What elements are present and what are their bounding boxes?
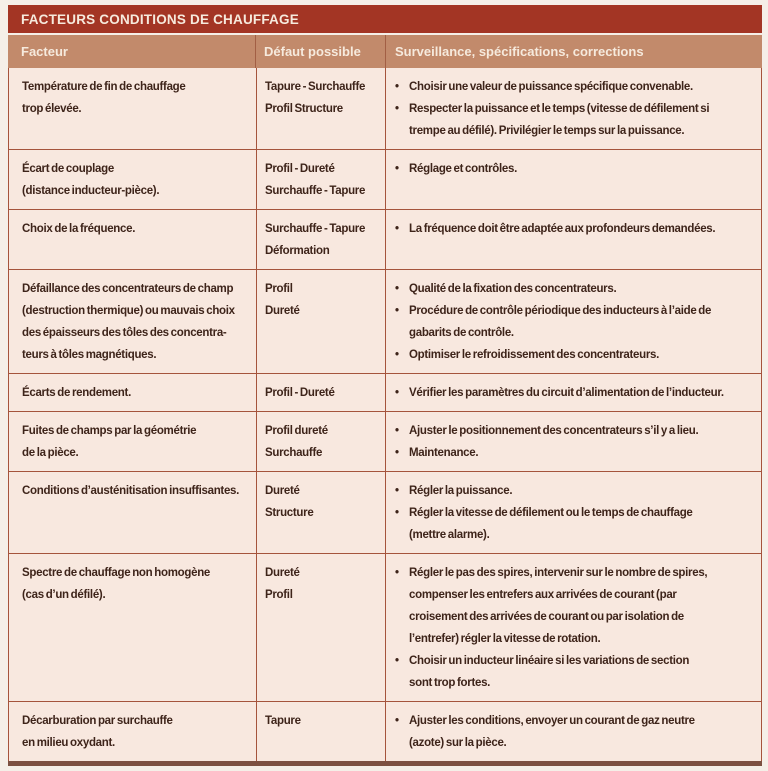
correction-line: Ajuster les conditions, envoyer un courant de gaz neutre — [409, 715, 695, 727]
bullet-icon: • — [395, 485, 399, 497]
cell-surveillance — [386, 210, 761, 269]
cell-defaut-possible — [256, 374, 386, 411]
facteur-line: en milieu oxydant. — [22, 737, 115, 749]
bullet-icon: • — [395, 103, 399, 115]
correction-item — [395, 218, 753, 240]
correction-item — [395, 382, 753, 404]
correction-line: compenser les entrefers aux arrivées de courant (par — [409, 589, 677, 601]
correction-item — [395, 76, 753, 98]
facteur-line: Fuites de champs par la géométrie — [22, 425, 197, 437]
correction-line: (azote) sur la pièce. — [409, 737, 507, 749]
column-header-surveillance: Surveillance, spécifications, corrections — [385, 35, 762, 68]
cell-defaut-possible — [256, 412, 386, 471]
correction-line: Régler la vitesse de défilement ou le temps de chauffage — [409, 507, 693, 519]
correction-line: Maintenance. — [409, 447, 479, 459]
correction-item — [395, 442, 753, 464]
bullet-icon: • — [395, 655, 399, 667]
correction-text — [409, 98, 753, 142]
correction-text — [409, 382, 753, 404]
facteur-line: Choix de la fréquence. — [22, 223, 136, 235]
bullet-icon: • — [395, 387, 399, 399]
correction-text — [409, 420, 753, 442]
facteur-line: teurs à tôles magnétiques. — [22, 349, 157, 361]
defaut-line: Tapure — [265, 715, 301, 727]
table-row — [9, 150, 761, 210]
bullet-icon: • — [395, 447, 399, 459]
cell-surveillance — [386, 374, 761, 411]
table-row — [9, 374, 761, 412]
defaut-line: Dureté — [265, 567, 300, 579]
correction-line: sont trop fortes. — [409, 677, 491, 689]
cell-defaut-possible — [256, 702, 386, 761]
facteur-line: Défaillance des concentrateurs de champ — [22, 283, 234, 295]
table-header-row — [8, 35, 762, 68]
table-row — [9, 412, 761, 472]
cell-surveillance — [386, 702, 761, 761]
table-row — [9, 68, 761, 150]
correction-line: (mettre alarme). — [409, 529, 490, 541]
defaut-line: Profil — [265, 589, 293, 601]
correction-item — [395, 502, 753, 546]
defaut-line: Profil - Dureté — [265, 387, 335, 399]
correction-line: Régler le pas des spires, intervenir sur le nombre de spires, — [409, 567, 708, 579]
correction-line: Vérifier les paramètres du circuit d’alimentation de l’inducteur. — [409, 387, 724, 399]
correction-line: La fréquence doit être adaptée aux profondeurs demandées. — [409, 223, 716, 235]
facteur-line: trop élevée. — [22, 103, 82, 115]
defaut-line: Profil Structure — [265, 103, 343, 115]
facteur-line: Spectre de chauffage non homogène — [22, 567, 211, 579]
facteur-line: Température de fin de chauffage — [22, 81, 186, 93]
correction-item — [395, 480, 753, 502]
facteurs-chauffage-table — [8, 5, 762, 766]
correction-item — [395, 300, 753, 344]
bullet-icon: • — [395, 567, 399, 579]
correction-text — [409, 710, 753, 754]
cell-facteur — [9, 412, 256, 471]
defaut-line: Tapure - Surchauffe — [265, 81, 366, 93]
cell-facteur — [9, 702, 256, 761]
correction-text — [409, 442, 753, 464]
defaut-line: Profil - Dureté — [265, 163, 335, 175]
bullet-icon: • — [395, 283, 399, 295]
defaut-line: Structure — [265, 507, 314, 519]
correction-line: trempe au défilé). Privilégier le temps sur la puissance. — [409, 125, 685, 137]
table-row — [9, 472, 761, 554]
cell-defaut-possible — [256, 472, 386, 553]
correction-text — [409, 158, 753, 180]
correction-line: Choisir une valeur de puissance spécifique convenable. — [409, 81, 693, 93]
correction-item — [395, 420, 753, 442]
defaut-line: Surchauffe - Tapure — [265, 223, 366, 235]
facteur-line: de la pièce. — [22, 447, 79, 459]
defaut-line: Déformation — [265, 245, 330, 257]
cell-surveillance — [386, 554, 761, 701]
correction-line: Ajuster le positionnement des concentrateurs s’il y a lieu. — [409, 425, 699, 437]
correction-text — [409, 480, 753, 502]
facteur-line: (distance inducteur-pièce). — [22, 185, 160, 197]
correction-text — [409, 650, 753, 694]
bullet-icon: • — [395, 81, 399, 93]
facteur-line: Écart de couplage — [22, 163, 114, 175]
correction-line: Choisir un inducteur linéaire si les variations de section — [409, 655, 690, 667]
bullet-icon: • — [395, 507, 399, 519]
table-row — [9, 210, 761, 270]
correction-text — [409, 344, 753, 366]
defaut-line: Surchauffe — [265, 447, 323, 459]
defaut-line: Surchauffe - Tapure — [265, 185, 366, 197]
correction-line: Qualité de la fixation des concentrateurs. — [409, 283, 617, 295]
correction-text — [409, 562, 753, 650]
facteur-line: (destruction thermique) ou mauvais choix — [22, 305, 235, 317]
correction-item — [395, 710, 753, 754]
defaut-line: Dureté — [265, 485, 300, 497]
cell-facteur — [9, 210, 256, 269]
cell-defaut-possible — [256, 554, 386, 701]
bullet-icon: • — [395, 715, 399, 727]
cell-surveillance — [386, 472, 761, 553]
cell-surveillance — [386, 68, 761, 149]
correction-item — [395, 98, 753, 142]
cell-facteur — [9, 472, 256, 553]
table-bottom-rule — [8, 761, 762, 766]
bullet-icon: • — [395, 163, 399, 175]
correction-item — [395, 158, 753, 180]
correction-item — [395, 344, 753, 366]
correction-text — [409, 502, 753, 546]
cell-facteur — [9, 374, 256, 411]
correction-line: Optimiser le refroidissement des concentrateurs. — [409, 349, 660, 361]
defaut-line: Dureté — [265, 305, 300, 317]
bullet-icon: • — [395, 349, 399, 361]
correction-text — [409, 76, 753, 98]
cell-defaut-possible — [256, 210, 386, 269]
correction-line: Procédure de contrôle périodique des inducteurs à l’aide de — [409, 305, 712, 317]
correction-item — [395, 278, 753, 300]
correction-line: l’entrefer) régler la vitesse de rotation. — [409, 633, 601, 645]
cell-surveillance — [386, 150, 761, 209]
correction-item — [395, 650, 753, 694]
table-row — [9, 702, 761, 761]
cell-facteur — [9, 270, 256, 373]
correction-line: Régler la puissance. — [409, 485, 513, 497]
table-title-bar — [8, 5, 762, 33]
cell-facteur — [9, 68, 256, 149]
column-header-defaut-possible: Défaut possible — [255, 35, 385, 68]
table-title: FACTEURS CONDITIONS DE CHAUFFAGE — [21, 11, 299, 27]
defaut-line: Profil — [265, 283, 293, 295]
bullet-icon: • — [395, 425, 399, 437]
bullet-icon: • — [395, 223, 399, 235]
correction-line: Respecter la puissance et le temps (vitesse de défilement si — [409, 103, 710, 115]
column-header-facteur: Facteur — [21, 44, 68, 59]
cell-defaut-possible — [256, 68, 386, 149]
bullet-icon: • — [395, 305, 399, 317]
facteur-line: Décarburation par surchauffe — [22, 715, 173, 727]
cell-defaut-possible — [256, 150, 386, 209]
correction-line: Réglage et contrôles. — [409, 163, 518, 175]
facteur-line: des épaisseurs des tôles des concentra- — [22, 327, 227, 339]
correction-text — [409, 278, 753, 300]
cell-surveillance — [386, 412, 761, 471]
cell-facteur — [9, 554, 256, 701]
table-row — [9, 270, 761, 374]
facteur-line: Écarts de rendement. — [22, 387, 131, 399]
correction-item — [395, 562, 753, 650]
table-row — [9, 554, 761, 702]
facteur-line: (cas d’un défilé). — [22, 589, 106, 601]
correction-line: gabarits de contrôle. — [409, 327, 514, 339]
cell-facteur — [9, 150, 256, 209]
cell-defaut-possible — [256, 270, 386, 373]
correction-line: croisement des arrivées de courant ou par isolation de — [409, 611, 684, 623]
cell-surveillance — [386, 270, 761, 373]
table-body — [8, 68, 762, 761]
correction-text — [409, 218, 753, 240]
facteur-line: Conditions d’austénitisation insuffisantes. — [22, 485, 240, 497]
defaut-line: Profil dureté — [265, 425, 328, 437]
correction-text — [409, 300, 753, 344]
